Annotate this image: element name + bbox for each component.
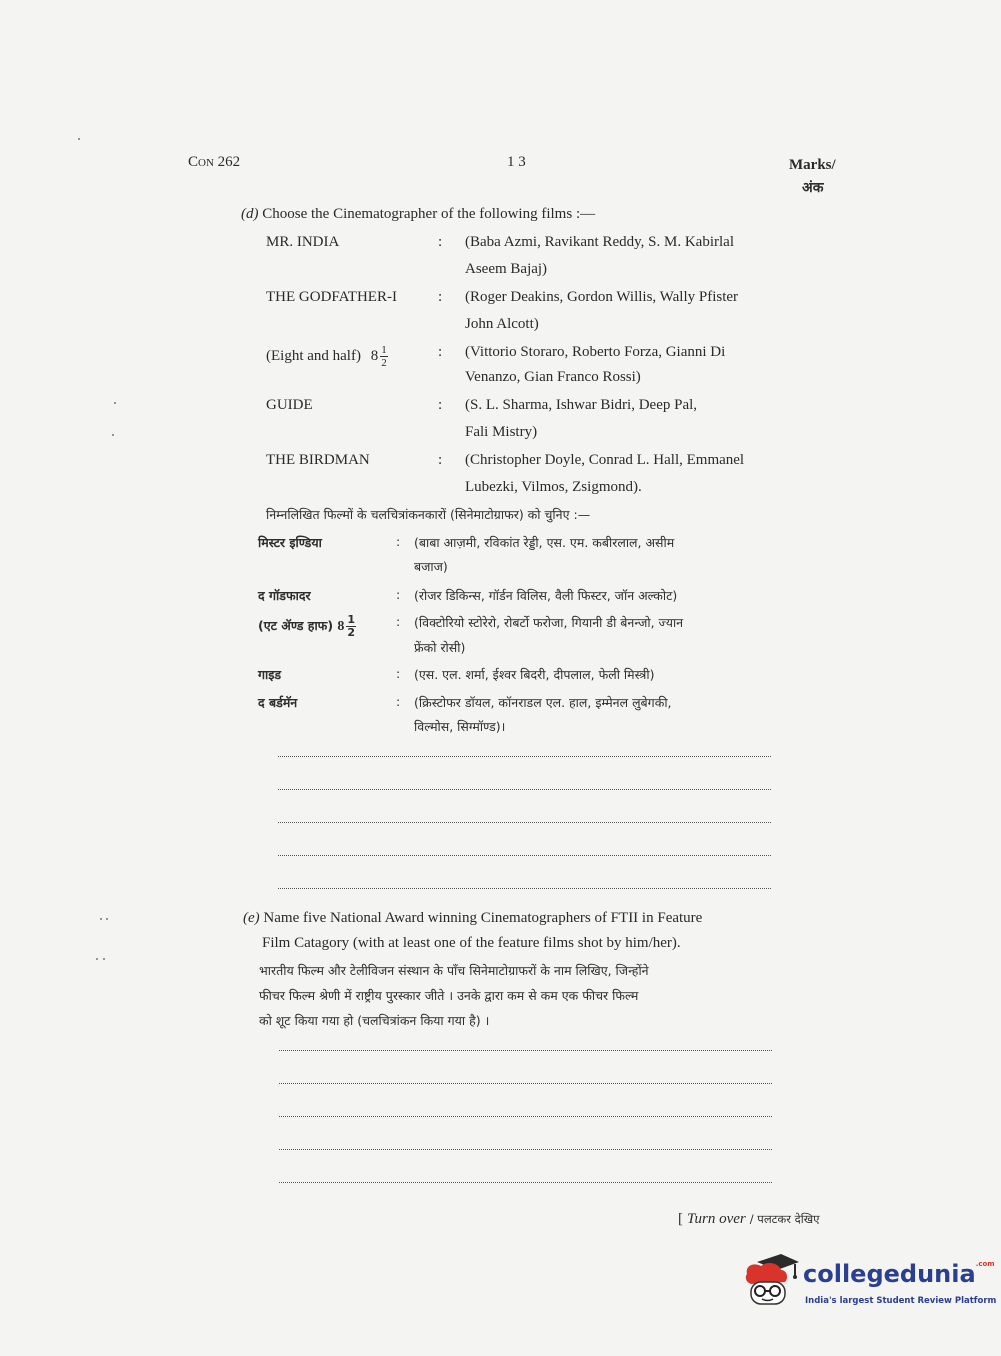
film-name: GUIDE <box>266 397 313 413</box>
film-number: 8 <box>370 348 379 364</box>
brand-logo <box>743 1252 997 1312</box>
fraction <box>380 344 388 369</box>
mascot-icon <box>743 1252 801 1310</box>
colon: : <box>438 289 443 305</box>
colon: : <box>396 614 401 629</box>
page-number: 1 3 <box>507 154 526 170</box>
scan-speck <box>112 434 114 436</box>
hindi-film-name: द बर्डमॅन <box>258 695 298 710</box>
colon: : <box>396 666 401 681</box>
fraction-numerator: 1 <box>381 344 387 357</box>
marks-label: Marks/ <box>789 157 836 173</box>
brand-name-text: collegedunia <box>803 1260 976 1288</box>
question-e-line: Film Catagory (with at least one of the feature films shot by him/her). <box>262 935 681 951</box>
hindi-film-name: द गॉडफादर <box>258 588 311 603</box>
paper-code: Con 262 <box>188 154 241 170</box>
turn-over-text: Turn over <box>687 1211 746 1227</box>
bracket: [ <box>678 1211 683 1227</box>
hindi-options-line: बजाज) <box>414 559 448 574</box>
answer-line[interactable] <box>279 1083 772 1084</box>
colon: : <box>438 452 443 468</box>
options-line: (Christopher Doyle, Conrad L. Hall, Emmanel <box>465 452 745 468</box>
hindi-film-name: गाइड <box>258 667 282 682</box>
hindi-options-line: (क्रिस्टोफर डॉयल, कॉनराडल एल. हाल, इम्मेनल लुबेगकी, <box>414 695 672 710</box>
answer-line[interactable] <box>278 855 771 856</box>
colon: : <box>438 344 443 360</box>
question-d-prompt <box>241 201 595 228</box>
answer-line[interactable] <box>278 756 771 757</box>
answer-line[interactable] <box>278 888 771 889</box>
colon: : <box>438 234 443 250</box>
colon: : <box>396 694 401 709</box>
hindi-film-name-text: (एट ॲण्ड हाफ) <box>258 618 334 633</box>
scan-speck <box>100 918 102 920</box>
film-name: THE GODFATHER-I <box>266 289 397 305</box>
options-line: Aseem Bajaj) <box>465 261 548 277</box>
fraction-denominator: 2 <box>347 626 356 639</box>
answer-line[interactable] <box>278 789 771 790</box>
answer-line[interactable] <box>278 822 771 823</box>
answer-line[interactable] <box>279 1182 772 1183</box>
brand-suffix: .com <box>975 1260 995 1268</box>
options-line: Venanzo, Gian Franco Rossi) <box>465 369 641 385</box>
options-line: John Alcott) <box>465 316 539 332</box>
options-line: Lubezki, Vilmos, Zsigmond). <box>465 479 642 495</box>
brand-name <box>803 1260 995 1288</box>
hindi-options-line: विल्मोस, सिग्मॉण्ड)। <box>414 719 506 734</box>
turn-over-note <box>678 1210 819 1228</box>
options-line: (Vittorio Storaro, Roberto Forza, Gianni Di <box>465 344 726 360</box>
hindi-options-line: फ्रेंको रोसी) <box>414 640 466 655</box>
scan-speck <box>103 958 105 960</box>
marks-label-hindi: अंक <box>802 180 824 196</box>
brand-tagline: India's largest Student Review Platform <box>805 1296 997 1306</box>
hindi-options-line: (बाबा आज़मी, रविकांत रेड्डी, एस. एम. कबीरलाल, असीम <box>414 535 675 550</box>
question-e-hindi-line: को शूट किया गया हो (चलचित्रांकन किया गया है) । <box>259 1013 490 1028</box>
question-e-hindi-line: फीचर फिल्म श्रेणी में राष्ट्रीय पुरस्कार जीते । उनके द्वारा कम से कम एक फीचर फिल्म <box>259 988 639 1003</box>
answer-line[interactable] <box>279 1149 772 1150</box>
scan-speck <box>106 918 108 920</box>
colon: : <box>438 397 443 413</box>
colon: : <box>396 587 401 602</box>
fraction-denominator: 2 <box>381 357 387 370</box>
answer-line[interactable] <box>279 1050 772 1051</box>
hindi-film-name: मिस्टर इण्डिया <box>258 535 322 550</box>
question-e-text: Name five National Award winning Cinematographers of FTII in Feature <box>263 910 703 926</box>
scan-speck <box>96 958 98 960</box>
hindi-options-line: (एस. एल. शर्मा, ईश्वर बिदरी, दीपलाल, फेली मिस्त्री) <box>414 667 655 682</box>
fraction <box>346 614 356 639</box>
question-e-line <box>243 905 702 932</box>
question-d-text: Choose the Cinematographer of the following films :— <box>262 206 596 222</box>
scan-speck <box>114 402 116 404</box>
question-d-hindi-prompt: निम्नलिखित फिल्मों के चलचित्रांकनकारों (सिनेमाटोग्राफर) को चुनिए :— <box>266 507 591 522</box>
question-e-label: (e) <box>243 910 260 926</box>
film-name-text: (Eight and half) <box>266 348 361 364</box>
fraction-numerator: 1 <box>347 613 356 626</box>
hindi-options-line: (विक्टोरियो स्टोरेरो, रोबर्टो फरोजा, गियानी डी बेनन्जो, ज्यान <box>414 615 684 630</box>
answer-line[interactable] <box>279 1116 772 1117</box>
hindi-film-name <box>258 614 356 639</box>
hindi-options-line: (रोजर डिकिन्स, गॉर्डन विलिस, वैली फिस्टर, जॉन अल्कोट) <box>414 588 678 603</box>
question-d-label: (d) <box>241 206 259 222</box>
options-line: (Baba Azmi, Ravikant Reddy, S. M. Kabirlal <box>465 234 734 250</box>
scan-speck <box>78 138 80 140</box>
film-name: THE BIRDMAN <box>266 452 370 468</box>
colon: : <box>396 534 401 549</box>
options-line: (S. L. Sharma, Ishwar Bidri, Deep Pal, <box>465 397 698 413</box>
turn-over-hindi: / पलटकर देखिए <box>749 1212 820 1226</box>
question-e-hindi-line: भारतीय फिल्म और टेलीविजन संस्थान के पाँच सिनेमाटोग्राफरों के नाम लिखिए, जिन्होंने <box>259 963 649 978</box>
options-line: Fali Mistry) <box>465 424 538 440</box>
film-name: MR. INDIA <box>266 234 340 250</box>
options-line: (Roger Deakins, Gordon Willis, Wally Pfister <box>465 289 739 305</box>
film-number: 8 <box>337 619 345 634</box>
film-name <box>266 343 388 370</box>
